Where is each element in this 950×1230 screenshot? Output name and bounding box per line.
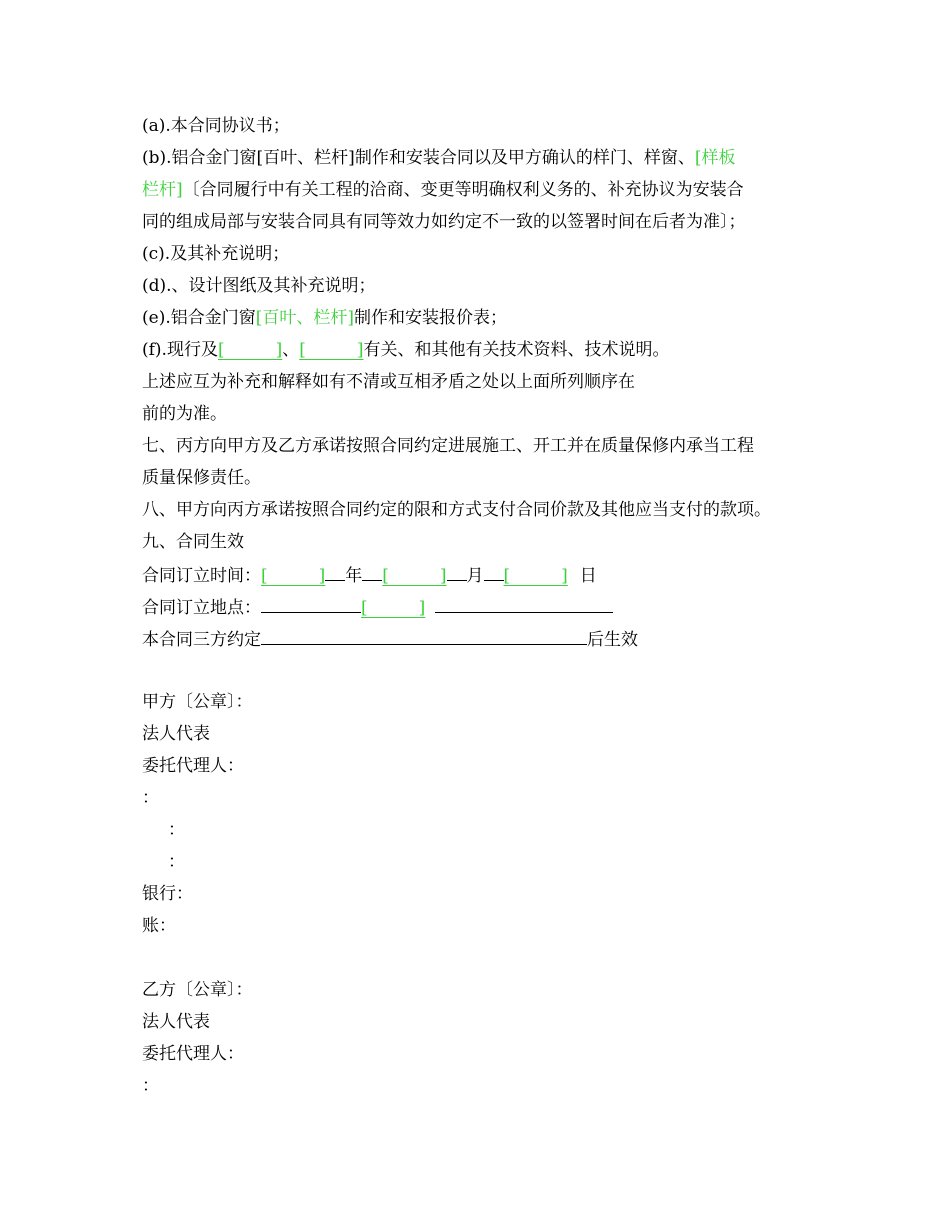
item-b-rest: 〔合同履行中有关工程的洽商、变更等明确权利义务的、补充协议为安装合 <box>182 180 744 200</box>
item-e-suffix: 制作和安装报价表； <box>354 308 507 328</box>
item-f-prefix: (f).现行及 <box>142 340 218 360</box>
day-bracket: [ ] <box>503 566 568 586</box>
item-d: (d).、设计图纸及其补充说明； <box>142 276 376 296</box>
clause-seven-line2: 质量保修责任。 <box>142 468 261 488</box>
item-e <box>142 302 842 334</box>
order-line1: 上述应互为补充和解释如有不清或互相矛盾之处以上面所列顺序在 <box>142 372 635 392</box>
party-b-rep: 法人代表 <box>142 1012 210 1032</box>
item-b-green1: [样板 <box>694 148 736 168</box>
signing-place-line <box>142 590 842 622</box>
clause-eight: 八、甲方向丙方承诺按照合同约定的限和方式支付合同价款及其他应当支付的款项。 <box>142 500 771 520</box>
agreement-suffix: 后生效 <box>587 630 638 650</box>
item-f <box>142 334 842 366</box>
effective-condition-line <box>142 622 842 654</box>
party-a-title: 甲方〔公章〕： <box>142 692 253 712</box>
party-a-bank: 银行： <box>142 884 193 904</box>
signing-place-label: 合同订立地点： <box>142 598 261 618</box>
year-underline <box>325 558 345 581</box>
item-b-line2 <box>142 174 842 206</box>
item-b-prefix: (b).铝合金门窗[百叶、栏杆]制作和安装合同以及甲方确认的样门、样窗、 <box>142 148 695 168</box>
party-b-colon-1: ： <box>142 1076 159 1096</box>
signing-time-label: 合同订立时间： <box>142 566 261 586</box>
party-b-agent: 委托代理人： <box>142 1044 244 1064</box>
item-a: (a).本合同协议书； <box>142 116 290 136</box>
year-bracket: [ ] <box>261 566 326 586</box>
item-e-green: [百叶、栏杆] <box>255 308 354 328</box>
party-b-title: 乙方〔公章〕： <box>142 980 253 1000</box>
clause-seven-line1: 七、丙方向甲方及乙方承诺按照合同约定进展施工、开工并在质量保修内承当工程 <box>142 436 754 456</box>
party-a-agent: 委托代理人： <box>142 756 244 776</box>
item-f-sep: 、 <box>282 340 300 360</box>
item-f-green2: [ ] <box>299 340 364 360</box>
item-f-green1: [ ] <box>217 340 283 360</box>
agreement-prefix: 本合同三方约定 <box>142 630 261 650</box>
place-underline-left <box>261 590 361 613</box>
month-lead-underline <box>362 558 382 581</box>
month-underline <box>447 558 467 581</box>
place-underline-right <box>435 590 613 613</box>
item-b-line1 <box>142 142 842 174</box>
month-label: 月 <box>466 566 484 586</box>
clause-nine: 九、合同生效 <box>142 532 244 552</box>
day-label: 日 <box>579 566 597 586</box>
item-f-suffix: 有关、和其他有关技术资料、技术说明。 <box>363 340 670 360</box>
place-bracket: [ ] <box>361 598 426 618</box>
item-b-green2: 栏杆] <box>142 180 183 200</box>
day-lead-underline <box>484 558 504 581</box>
party-a-colon-2: ： <box>168 820 185 840</box>
contract-page <box>142 110 842 1102</box>
party-a-colon-1: ： <box>142 788 159 808</box>
item-e-prefix: (e).铝合金门窗 <box>142 308 256 328</box>
party-a-rep: 法人代表 <box>142 724 210 744</box>
party-a-colon-3: ： <box>168 852 185 872</box>
agreement-underline <box>261 622 587 645</box>
month-bracket: [ ] <box>382 566 447 586</box>
signing-time-line <box>142 558 842 590</box>
item-b-line3: 同的组成局部与安装合同具有同等效力如约定不一致的以签署时间在后者为准〕； <box>142 212 746 232</box>
party-a-account: 账： <box>142 916 176 936</box>
item-c: (c).及其补充说明； <box>142 244 290 264</box>
year-label: 年 <box>345 566 363 586</box>
order-line2: 前的为准。 <box>142 404 227 424</box>
